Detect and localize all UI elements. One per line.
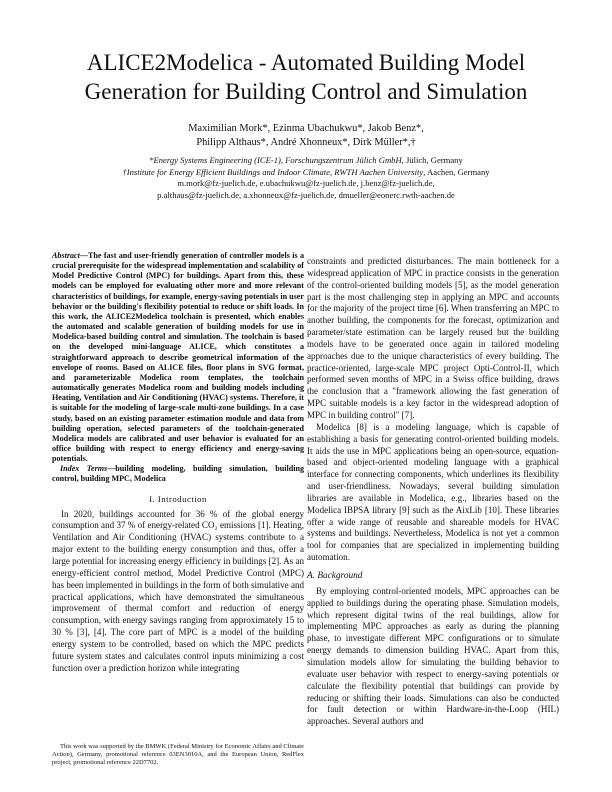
abstract-lead: Abstract xyxy=(52,251,80,260)
subsection-heading-background: A. Background xyxy=(307,570,363,581)
section-heading-introduction: I. Introduction xyxy=(149,493,207,504)
funding-footnote xyxy=(52,743,304,766)
affiliation-1-name: *Energy Systems Engineering (ICE-1), Forschungszentrum Jülich GmbH xyxy=(149,155,402,165)
authors-line-2: Philipp Althaus*, André Xhonneux*, Dirk Müller*,† xyxy=(196,137,416,148)
title-line-1: ALICE2Modelica - Automated Building Model xyxy=(86,50,526,75)
paper-title xyxy=(40,48,572,106)
intro-paragraph-1: In 2020, buildings accounted for 36 % of the global energy consumption and 37 % of energy-related CO₂ emissions [1]. Heating, Ventilation and Air Conditioning (HVAC) systems contribute to a major extent to the building energy consumption and thus, offer a large potential for increasing energy efficiency in buildings [2]. As an energy-efficient control method, Model Predictive Control (MPC) has been implemented in buildings in the form of both simulative and practical applications, which have demonstrated the simultaneous improvement of thermal comfort and reduction of energy consumption, with energy savings ranging from approximately 15 to 30 % [3], [4]. The core part of MPC is a model of the building energy system to be controlled, based on which the MPC predicts future system states and calculates control inputs minimizing a cost function over a prediction horizon while integrating xyxy=(52,508,305,673)
index-terms-lead: Index Terms xyxy=(60,464,108,474)
abstract-text: —The fast and user-friendly generation of controller models is a crucial prerequisite for the widespread implementation and scalability of Model Predictive Control (MPC) for buildings. Apart from this, these models can be employed for evaluating other more and more relevant characteristics of buildings, for example, energy-saving potentials in user behavior or the building's flexibility potential to reduce or shift loads. In this work, the ALICE2Modelica toolchain is presented, which enables the automated and scalable generation of building models for use in Modelica-based building control and simulation. The toolchain is based on the developed mini-language ALICE, which constitutes a straightforward approach to describe geometrical information of the envelope of rooms. Based on ALICE files, floor plans in SVG format, and parameterizable Modelica room templates, the toolchain automatically generates Modelica room and building models including Heating, Ventilation and Air Conditioning (HVAC) systems. Therefore, it is suitable for the modeling of large-scale multi-zone buildings. In a case study, based on an existing parameter estimation module and data from building operation, selected parameters of the toolchain-generated Modelica models are calibrated and user behavior is evaluated for an office building with respect to energy efficiency and energy-saving potentials. xyxy=(52,251,304,464)
affiliation-1 xyxy=(40,155,572,167)
emails-line-1: m.mork@fz-juelich.de, e.ubachukwu@fz-juelich.de, j.benz@fz-juelich.de, xyxy=(177,178,435,189)
affiliation-2-name: †Institute for Energy Efficient Buildings and Indoor Climate, RWTH Aachen University xyxy=(122,166,424,177)
title-line-2: Generation for Building Control and Simulation xyxy=(84,79,528,104)
background-paragraph-1: By employing control-oriented models, MPC approaches can be applied to buildings during the operating phase. Simulation models, which represent digital twins of the real buildings, allow for implementing MPC approaches as early as during the planning phase, to investigate different MPC configurations or to simulate energy demands to dimension building HVAC. Apart from this, simulation models allow for simulating the building behavior to evaluate user behavior with respect to energy-saving potentials or calculate the flexibility potential that buildings can provide by reducing or shifting their loads. Simulations can also be conducted for fault detection or within Hardware-in-the-Loop (HIL) approaches. Several authors and xyxy=(307,585,559,727)
footnote-text: This work was supported by the BMWK (Federal Ministry for Economic Affairs and Climate Action), Germany, promotional reference 03EN3010A, and the European Union, RedFlex project, promotional reference 22D7702. xyxy=(52,743,304,766)
index-terms xyxy=(52,464,304,484)
emails-line-2: p.althaus@fz-juelich.de, a.xhonneux@fz-juelich.de, dmueller@eonerc.rwth-aachen.de xyxy=(157,190,455,201)
affiliation-1-place: , Jülich, Germany xyxy=(401,155,463,165)
affiliations xyxy=(40,155,572,202)
intro-paragraph-2: constraints and predicted disturbances. The main bottleneck for a widespread application of MPC in practice consists in the generation of the control-oriented building models [5], as the model generation part is the most challenging step in applying an MPC and accounts for the majority of the project time [6]. When transferring an MPC to another building, the components for the forecast, optimization and parameter/state estimation can be largely reused but the building models have to be generated once again in tailored modeling approaches due to the unique characteristics of every building. The practice-oriented, large-scale MPC project Opti-Control-II, which performed seven months of MPC in a Swiss office building, draws the conclusion that a "framework allowing the fast generation of MPC suitable models is a key factor in the widespread adoption of MPC in building control" [7]. xyxy=(307,256,559,420)
affiliation-2-place: , Aachen, Germany xyxy=(423,166,490,177)
left-column xyxy=(52,251,304,674)
affiliation-2 xyxy=(40,167,572,179)
intro-paragraph-3: Modelica [8] is a modeling language, which is capable of establishing a basis for generating control-oriented building models. It aids the use in MPC applications being an open-source, equation-based and object-oriented modeling language with a graphical interface for connecting components, which underlines its flexibility and user-friendliness. Nowadays, several building simulation libraries are available in Modelica, e.g., libraries based on the Modelica IBPSA library [9] such as the AixLib [10]. These libraries offer a wide range of reusable and shareable models for HVAC systems and buildings. Nevertheless, Modelica is not yet a common tool for companies that are specialized in implementing building automation. xyxy=(307,421,559,563)
authors-line-1: Maximilian Mork*, Ezinma Ubachukwu*, Jakob Benz*, xyxy=(188,123,424,134)
index-terms-text: —building modeling, building simulation, building control, building MPC, Modelica xyxy=(52,464,304,484)
author-list xyxy=(40,122,572,150)
abstract xyxy=(52,251,304,464)
right-column xyxy=(307,256,559,728)
